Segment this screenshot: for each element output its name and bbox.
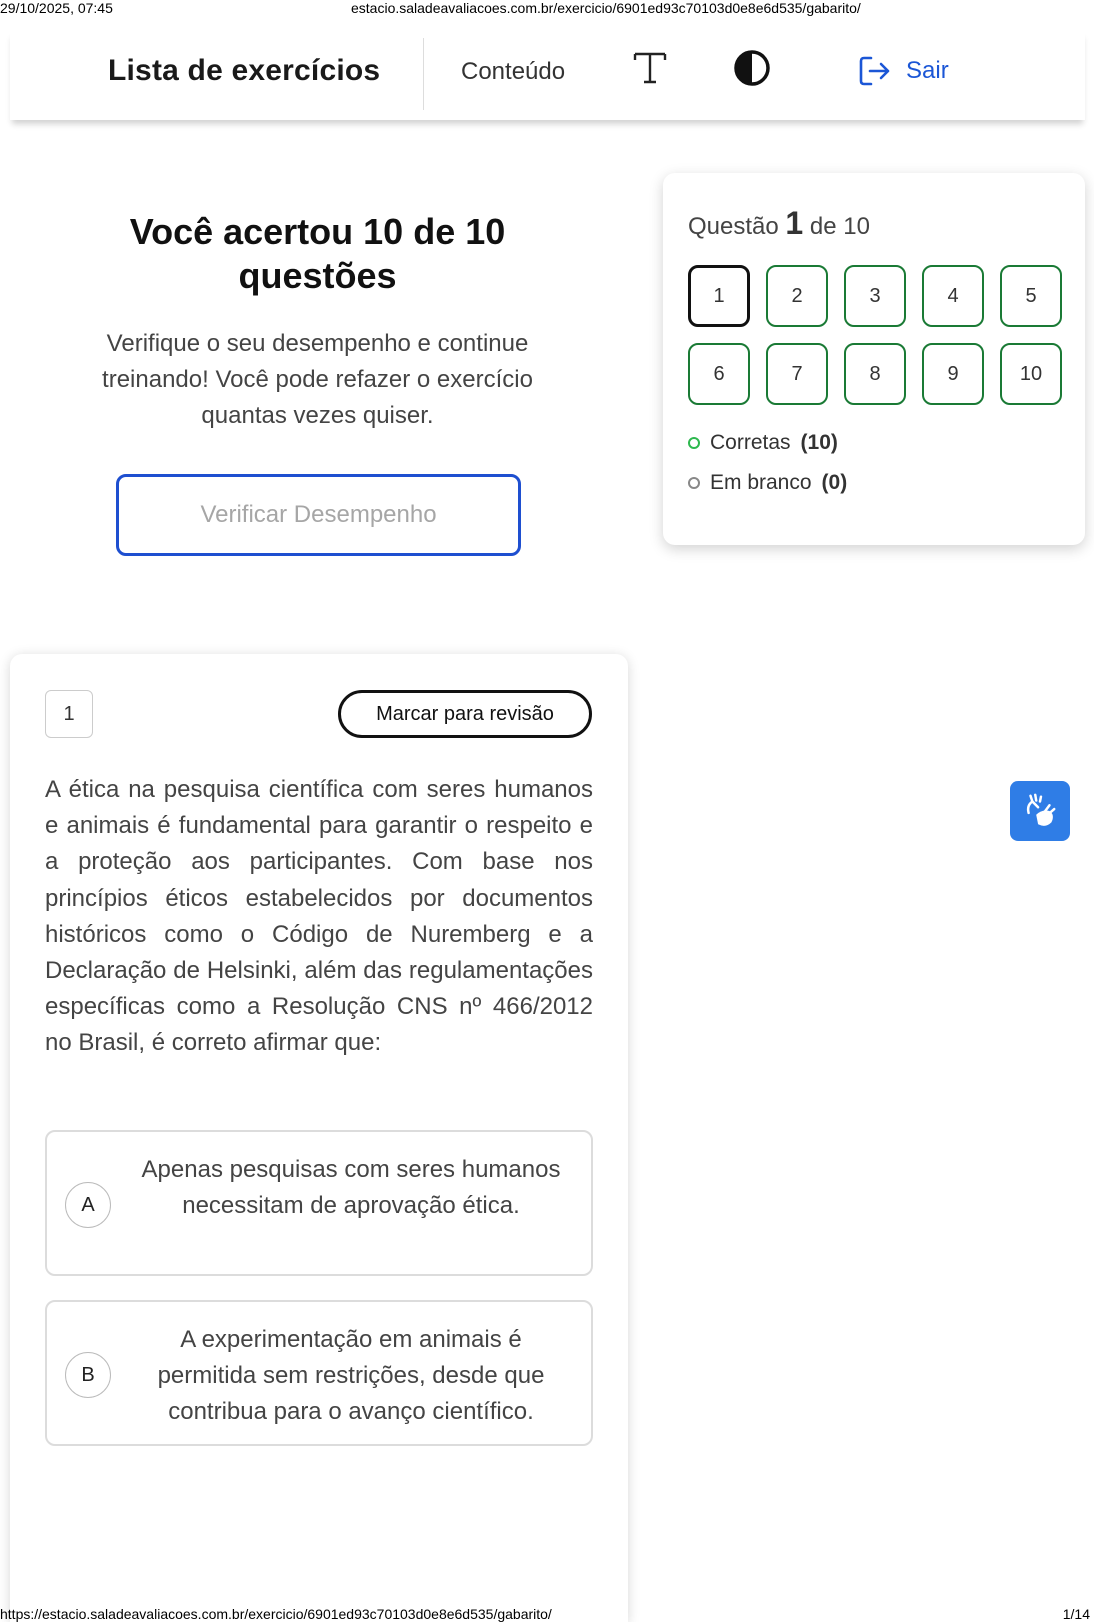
question-counter-total: de 10 bbox=[809, 213, 870, 240]
print-date: 29/10/2025, 07:45 bbox=[0, 0, 113, 16]
legend-blank-label: Em branco bbox=[710, 471, 812, 494]
top-navbar bbox=[10, 30, 1085, 120]
accessibility-sign-language-button[interactable] bbox=[1010, 781, 1070, 841]
option-a[interactable] bbox=[45, 1130, 593, 1276]
result-title: Você acertou 10 de 10 questões bbox=[129, 211, 506, 296]
question-navigator bbox=[663, 173, 1085, 545]
blank-dot-icon bbox=[688, 477, 700, 489]
option-text: Apenas pesquisas com seres humanos necessitam de aprovação ética. bbox=[141, 1156, 561, 1219]
option-text: A experimentação em animais é permitida sem restrições, desde que contribua para o avanço científico. bbox=[157, 1326, 545, 1425]
print-footer bbox=[0, 1604, 1094, 1622]
question-counter-prefix: Questão bbox=[688, 213, 779, 240]
question-stem: A ética na pesquisa científica com seres humanos e animais é fundamental para garantir o respeito e a proteção aos participantes. Com base nos princípios éticos estabelecidos por documentos históricos como o Código de Nuremberg e a Declaração de Helsinki, além das regulamentações específicas como a Resolução CNS nº 466/2012 no Brasil, é correto afirmar que: bbox=[45, 776, 593, 1057]
contrast-icon[interactable] bbox=[733, 49, 771, 87]
question-button[interactable]: 4 bbox=[922, 265, 984, 327]
question-number-badge: 1 bbox=[45, 690, 93, 738]
question-button[interactable]: 10 bbox=[1000, 343, 1062, 405]
question-button[interactable]: 8 bbox=[844, 343, 906, 405]
result-summary bbox=[70, 210, 565, 434]
verify-performance-button[interactable]: Verificar Desempenho bbox=[116, 474, 521, 556]
print-url: estacio.saladeavaliacoes.com.br/exercicio/6901ed93c70103d0e8e6d535/gabarito/ bbox=[351, 0, 861, 16]
print-page-number: 1/14 bbox=[1062, 1606, 1090, 1622]
print-footer-url: https://estacio.saladeavaliacoes.com.br/exercicio/6901ed93c70103d0e8e6d535/gabarito/ bbox=[0, 1606, 552, 1622]
question-button[interactable]: 3 bbox=[844, 265, 906, 327]
legend-blank-count: (0) bbox=[821, 471, 848, 494]
current-question-number: 1 bbox=[785, 205, 804, 241]
legend-correct-count: (10) bbox=[800, 431, 838, 454]
question-button[interactable]: 9 bbox=[922, 343, 984, 405]
correct-dot-icon bbox=[688, 437, 700, 449]
question-button[interactable]: 7 bbox=[766, 343, 828, 405]
print-header bbox=[0, 0, 1094, 16]
question-button[interactable]: 1 bbox=[688, 265, 750, 327]
logout-button[interactable] bbox=[858, 52, 949, 90]
option-letter: A bbox=[65, 1182, 111, 1228]
logout-label: Sair bbox=[906, 57, 949, 84]
logout-icon bbox=[858, 54, 892, 88]
option-b[interactable] bbox=[45, 1300, 593, 1446]
result-subtitle: Verifique o seu desempenho e continue treinando! Você pode refazer o exercício quantas vezes quiser. bbox=[102, 330, 533, 429]
question-button[interactable]: 5 bbox=[1000, 265, 1062, 327]
app-title: Lista de exercícios bbox=[108, 54, 381, 87]
option-letter: B bbox=[65, 1352, 111, 1398]
font-size-icon[interactable] bbox=[632, 48, 668, 88]
navbar-divider bbox=[423, 38, 424, 110]
question-button[interactable]: 6 bbox=[688, 343, 750, 405]
question-card bbox=[10, 654, 628, 1622]
conteudo-link[interactable]: Conteúdo bbox=[461, 58, 566, 85]
legend-blank bbox=[688, 471, 847, 495]
question-grid bbox=[688, 265, 1062, 405]
mark-for-review-button[interactable]: Marcar para revisão bbox=[338, 690, 592, 738]
question-button[interactable]: 2 bbox=[766, 265, 828, 327]
sign-language-icon bbox=[1021, 792, 1059, 830]
question-counter bbox=[688, 205, 870, 242]
legend-correct bbox=[688, 431, 838, 455]
legend-correct-label: Corretas bbox=[710, 431, 791, 454]
